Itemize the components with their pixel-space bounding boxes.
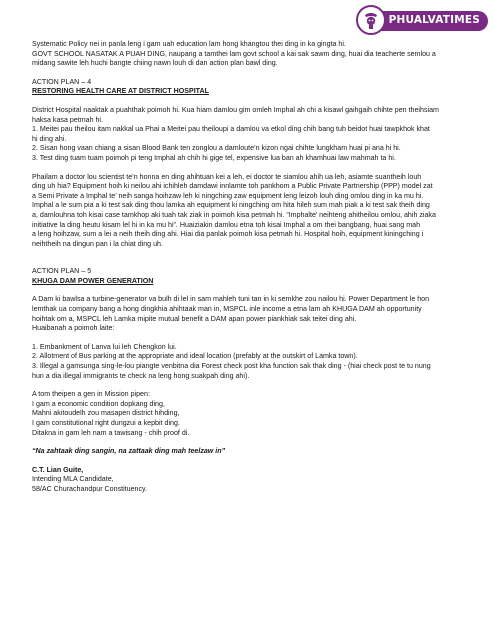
- intro-line: Systematic Policy nei in panla leng i gam uah education lam hong khangtou thei ding in ka gingta hi.: [32, 40, 346, 48]
- plan4-list-item: 2. Sisan hong vaan chiang a sisan Blood Bank ten zonglou a damloute’n kizon ngai chihte lungkham huai pi ana hi hi.: [32, 144, 401, 153]
- mascot-icon: [356, 5, 386, 35]
- action-plan-4-label: ACTION PLAN – 4: [32, 77, 92, 86]
- closing-quote: “Na zahtaak ding sangin, na zattaak ding mah teelzaw in”: [32, 447, 226, 456]
- mission-intro: A tom theipen a gen in Mission pipen:: [32, 390, 150, 399]
- signature-name: C.T. Lian Guite,: [32, 465, 84, 474]
- signature-role: Intending MLA Candidate,: [32, 475, 114, 484]
- logo-text: PHUALVATIMES: [388, 14, 480, 26]
- plan4-paragraph-line: District Hospital naaktak a puahthak poimoh hi. Kua hiam damlou gim omleh Imphal ah chi a kisawl gaihgaih chihte pen theihsiam: [32, 105, 439, 114]
- plan4-paragraph-line: ding uh hia? Equipment hoih ki neilou ahi ichihleh damdawi innlamte toh pankhom a Public Private Partnership (PPP) model zat: [32, 182, 433, 191]
- plan4-paragraph-line: Phailam a doctor lou scientist te’n honna en ding ahihtuan kei a leh, ei doctor te siamlou ahih ua leh, asiamte suantheih louh: [32, 172, 422, 181]
- mission-line: Mahni akitoudelh zou masapen district hihding,: [32, 409, 180, 418]
- plan4-paragraph-line: a, damlouhna toh kisai case tamkhop aki tuah tak ziak in poimoh kisa petmah hi. “Imphalte’ neihteng ahitheilou omlou, ahih ziaka: [32, 210, 436, 219]
- intro-line: midang sawite leh huchi bangte chiing nawn louh di dan action plan bawl ding.: [32, 59, 278, 68]
- plan5-paragraph-line: Huaibanah a poimoh laite:: [32, 324, 115, 333]
- plan5-paragraph-line: lemthak ua company bang a hong dingkhia ahihtaak man in, MSPCL inle income a etna lam ah KHUGA DAM ah opportunity: [32, 305, 422, 314]
- mission-line: Ditakna in gam leh nam a tawisang - chih proof di.: [32, 428, 190, 437]
- signature-constituency: 58/AC Churachandpur Constituency.: [32, 484, 148, 493]
- plan5-list-item: 3. Illegal a gamsunga sing-le-lou piangte venbitna dia Forest check post kha function sak thak ding - (hiai check post te tu nung: [32, 362, 431, 371]
- plan5-paragraph-line: A Dam ki bawlsa a turbine-generator va bulh di lel in sam mahleh tuni tan in ki semkhe zou nailou hi. Power Department le hon: [32, 295, 430, 304]
- article-body: [32, 40, 466, 495]
- plan5-list-item: 1. Embankment of Lanva lui leh Chengkon lui.: [32, 342, 177, 351]
- plan4-paragraph-line: neihtheih na dingun pan i la chiat ding uh.: [32, 239, 163, 248]
- site-logo[interactable]: [348, 5, 488, 35]
- plan4-list-item: 3. Test ding tuam tuam poimoh pi teng Imphal ah chih hi gige tel, expensive lua ban ah khamhuai law mahmah ta hi.: [32, 153, 396, 162]
- plan4-paragraph-line: a leng hoihzaw, sum a lei a neih theih ding ahi. Hiai dia panlak poimoh kisa petmah hi. Hospital hoih, equipment kiningching i: [32, 230, 424, 239]
- plan4-paragraph-line: initiative la ding heutu kisam lel hi in ka mu hi”. Huaiziakin damlou etna toh kisai Imphal a om thei bangbang, huai sang mah: [32, 220, 421, 229]
- plan4-list-item: hi ding ahi.: [32, 134, 67, 143]
- plan5-list-item: hun a dia illegal immigrants te check na leng hong suakpah ding ahi).: [32, 371, 250, 380]
- plan4-list-item: 1. Meitei pau theilou itam nakkal ua Phai a Meitei pau theiloupi a damlou va etkol ding chih bang tuh beidot huai tawpkhok khat: [32, 125, 430, 134]
- plan5-paragraph-line: hoihtak om a, MSPCL leh Lamka mipite mutual benefit a DAM apan power piankhiak sak teitei ding ahi.: [32, 314, 357, 323]
- plan4-paragraph-line: haksa kasa petmah hi.: [32, 115, 103, 124]
- plan4-paragraph-line: Imphal a le sum pia a ki test sak ding thou lamka ah equipment ki ningching om hita hileh sum mah piak a ki test sak theih ding: [32, 201, 430, 210]
- mission-line: I gam a economic condition dopkang ding,: [32, 399, 165, 408]
- action-plan-5-title: KHUGA DAM POWER GENERATION: [32, 276, 154, 285]
- action-plan-5-label: ACTION PLAN – 5: [32, 267, 92, 276]
- action-plan-4-title: RESTORING HEALTH CARE AT DISTRICT HOSPITAL: [32, 87, 209, 96]
- plan4-paragraph-line: a Semi Private a Imphal te’ neih sanga hoihzaw leh ki ningching zaw equipment leng leizoh louh ding omlou ding in ka mu hi.: [32, 191, 424, 200]
- intro-line: GOVT SCHOOL NASATAK A PUAH DING, naupang a tamthei lam govt school a kai sak sawm ding, huai dia teacherte semlou a: [32, 49, 436, 58]
- plan5-list-item: 2. Allotment of Bus parking at the appropriate and ideal location (prefably at the outskirt of Lamka town).: [32, 352, 358, 361]
- mission-line: I gam constitutional right dungzui a kepbit ding.: [32, 419, 180, 427]
